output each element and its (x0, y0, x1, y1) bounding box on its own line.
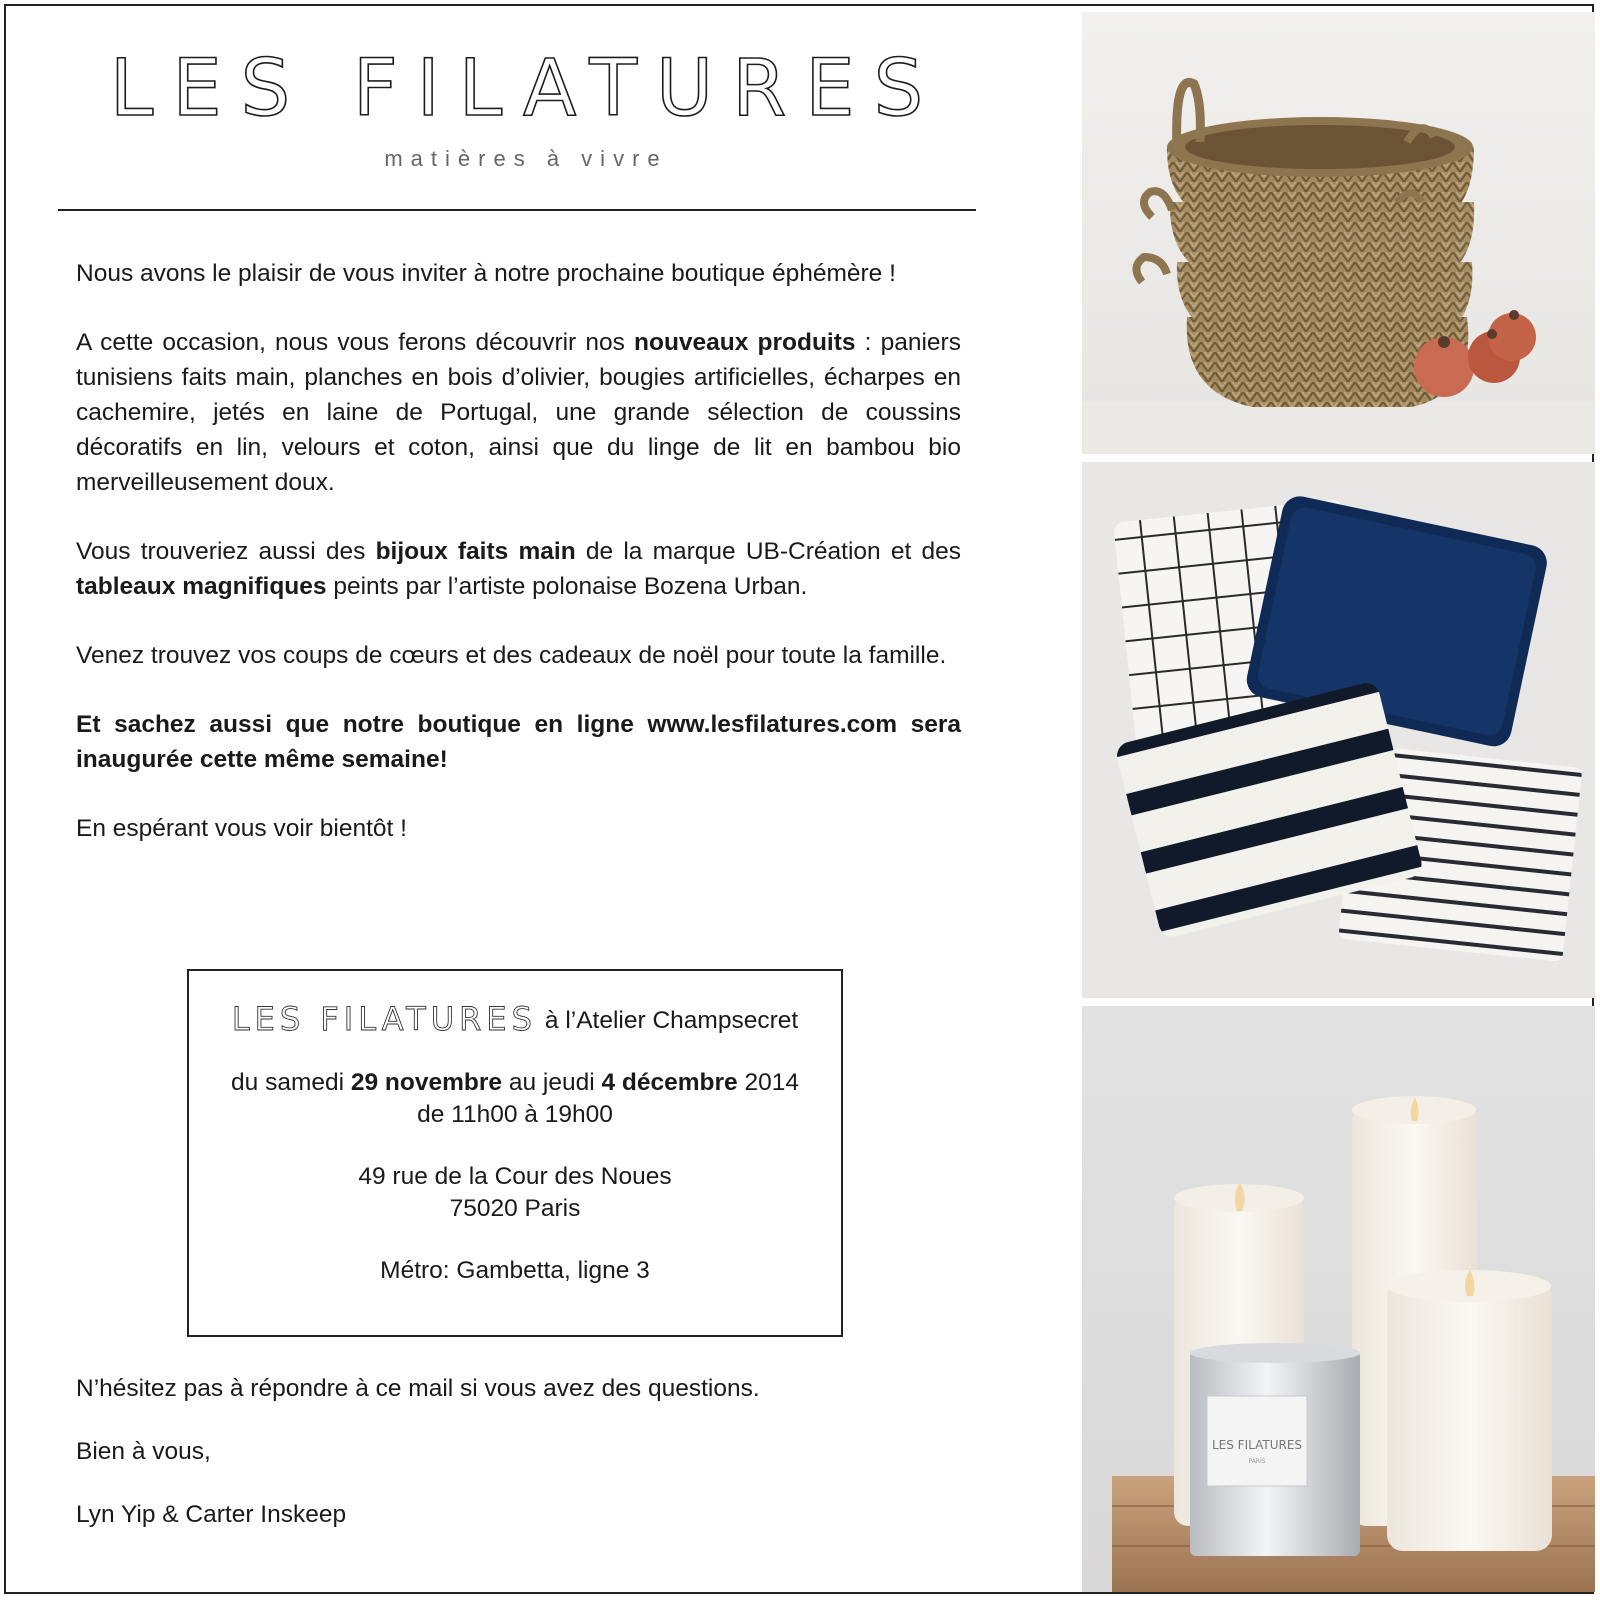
products-highlight: nouveaux produits (634, 329, 856, 356)
brand-logo: LES FILATURES (109, 44, 943, 134)
gifts-text: Venez trouvez vos coups de cœurs et des cadeaux de noël pour toute la famille. (76, 642, 947, 669)
closing-greeting: Bien à vous, (76, 1438, 211, 1465)
paintings-highlight: tableaux magnifiques (76, 573, 327, 600)
invitation-page (4, 4, 1594, 1594)
paragraph-jewelry (76, 534, 961, 604)
hope-text: En espérant vous voir bientôt ! (76, 815, 407, 842)
event-brand-logo: LES FILATURES (231, 1000, 537, 1038)
paintings-artist: peints par l’artiste polonaise Bozena Urban. (326, 573, 808, 600)
paragraph-gifts (76, 638, 961, 673)
photo-candles (1082, 1006, 1595, 1592)
jewelry-intro: Vous trouveriez aussi des (76, 538, 376, 565)
closing-question: N’hésitez pas à répondre à ce mail si vous avez des questions. (76, 1375, 760, 1402)
paragraph-products (76, 325, 961, 500)
date-prefix: du samedi (231, 1069, 351, 1096)
event-venue: à l’Atelier Champsecret (544, 1007, 799, 1034)
jewelry-brand: de la marque UB-Création et des (575, 538, 961, 565)
end-date: 4 décembre (601, 1069, 738, 1096)
header-divider (58, 209, 976, 211)
invitation-text: Nous avons le plaisir de vous inviter à notre prochaine boutique éphémère ! (76, 260, 896, 287)
event-address-street: 49 rue de la Cour des Noues (358, 1163, 672, 1190)
closing-signature: Lyn Yip & Carter Inskeep (76, 1501, 347, 1528)
paragraph-invitation (76, 256, 961, 291)
event-details-box (187, 969, 843, 1337)
jewelry-highlight: bijoux faits main (375, 538, 576, 565)
photo-baskets (1082, 12, 1595, 454)
products-intro: A cette occasion, nous vous ferons découvrir nos (76, 329, 635, 356)
brand-tagline: matières à vivre (384, 146, 668, 171)
candle-label: LES FILATURES (1211, 1438, 1303, 1452)
event-heading (189, 1000, 841, 1038)
event-dates (189, 1067, 841, 1099)
date-middle: au jeudi (502, 1069, 602, 1096)
photo-cushions (1082, 462, 1595, 998)
paragraph-online-shop (76, 707, 961, 777)
start-date: 29 novembre (350, 1069, 503, 1096)
paragraph-hope (76, 811, 961, 846)
candle-label-city: PARIS (1248, 1458, 1266, 1465)
event-hours: de 11h00 à 19h00 (417, 1101, 613, 1128)
closing-section (76, 1371, 961, 1560)
event-metro: Métro: Gambetta, ligne 3 (380, 1257, 650, 1284)
event-address-city: 75020 Paris (449, 1195, 581, 1222)
products-list: : paniers tunisiens faits main, planches en bois d’olivier, bougies artificielles, écharpes en cachemire, jetés en laine de Portugal, une grande sélection de coussins décoratifs en lin, velours et coton, ainsi que du linge de lit en bambou bio merveilleusement doux. (76, 329, 961, 496)
event-year: 2014 (737, 1069, 799, 1096)
invitation-body (76, 256, 961, 880)
invitation-text-column (6, 6, 1046, 1592)
online-shop-announcement: Et sachez aussi que notre boutique en ligne www.lesfilatures.com sera inaugurée cette même semaine! (76, 711, 961, 773)
